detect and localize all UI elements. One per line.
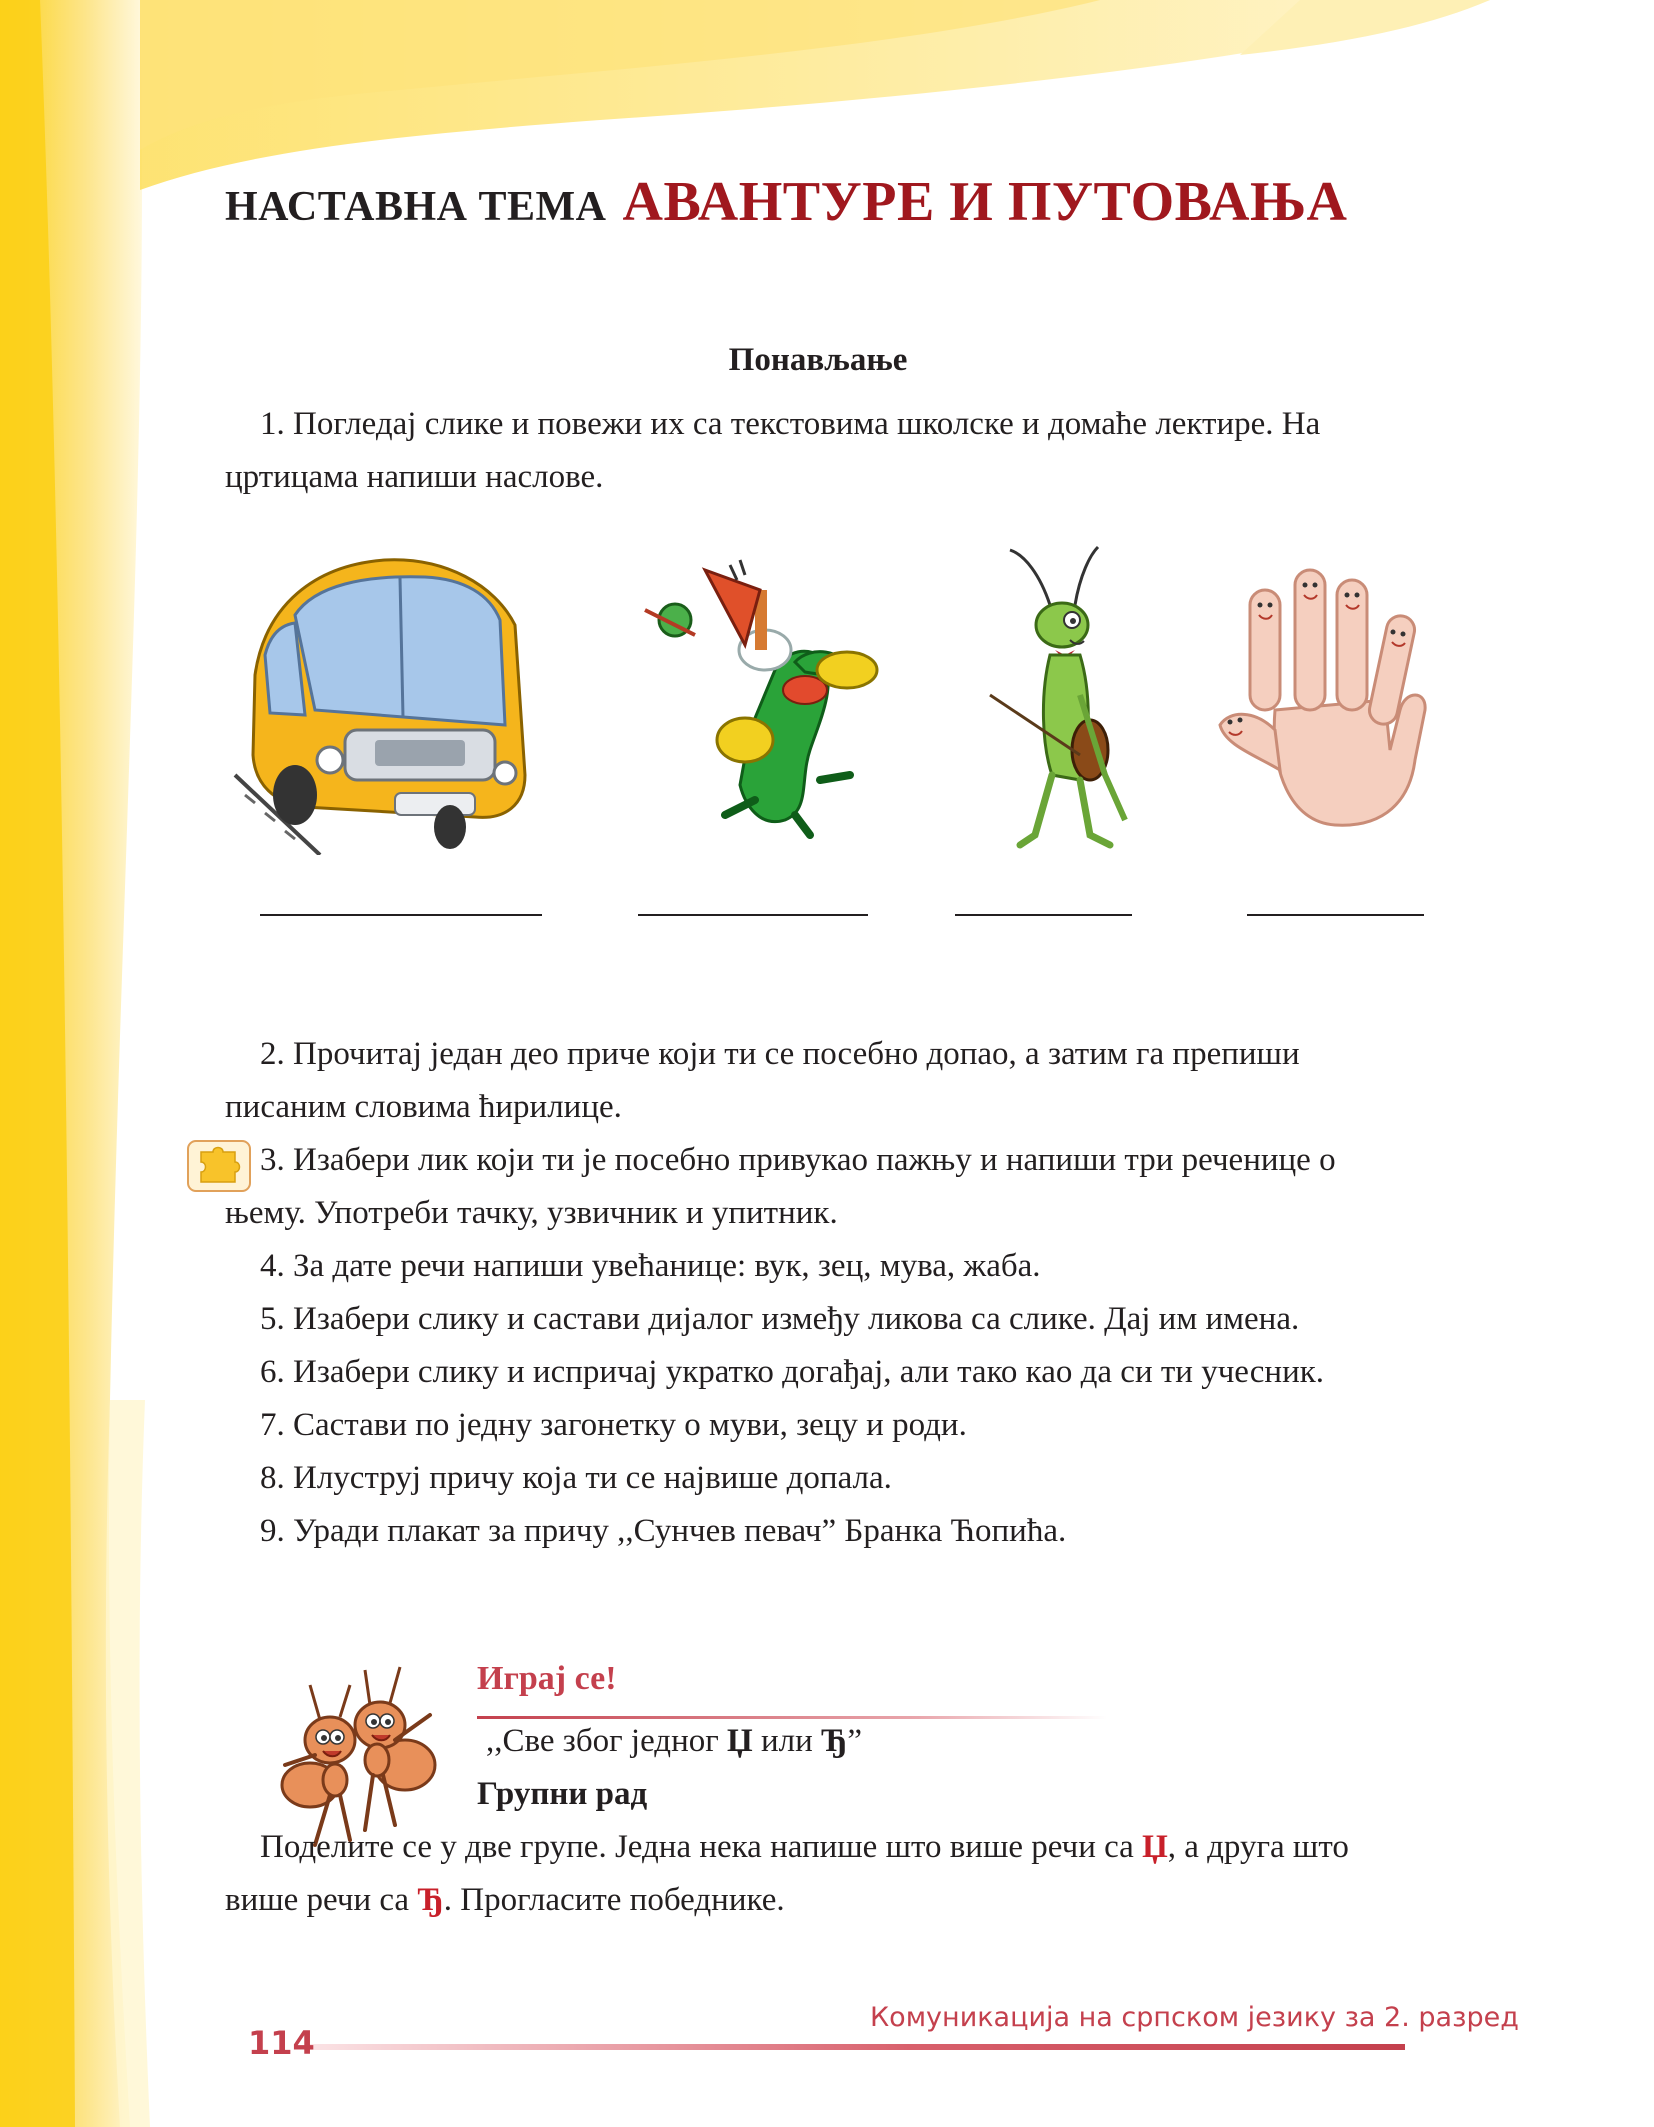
- play-title: Играј се!: [477, 1660, 617, 1697]
- task-line: 9. Уради плакат за причу ,,Сунчев певач” Бранка Ћопића.: [260, 1513, 1067, 1549]
- play-instructions: Поделите се у две групе. Једна нека напише што више речи са Џ, а друга што више речи са Ђ. Прогласите победнике.: [225, 1829, 1349, 1918]
- page-number: 114: [248, 2024, 315, 2062]
- answer-line-2[interactable]: [638, 914, 868, 916]
- task-1: [225, 398, 1425, 504]
- task-line: писаним словима ћирилице.: [225, 1089, 622, 1125]
- task-line: 2. Прочитај један део приче који ти се посебно допао, а затим га препиши: [260, 1036, 1300, 1072]
- task-line: 4. За дате речи напиши увећанице: вук, зец, мува, жаба.: [260, 1248, 1041, 1284]
- group-work-label: Групни рад: [477, 1776, 648, 1812]
- topic-header: [225, 170, 1348, 234]
- task-line: 8. Илуструј причу која ти се највише допала.: [260, 1460, 892, 1496]
- task-line: 3. Изабери лик који ти је посебно привукао пажњу и напиши три реченице о: [260, 1142, 1336, 1178]
- topic-label: НАСТАВНА ТЕМА: [225, 184, 607, 230]
- topic-title: АВАНТУРЕ И ПУТОВАЊА: [622, 171, 1348, 233]
- answer-line-3[interactable]: [955, 914, 1132, 916]
- grasshopper-violinist-illustration: [980, 545, 1150, 865]
- task-1-line-2: цртицама напиши наслове.: [225, 459, 604, 495]
- tasks-list: [225, 1028, 1435, 1558]
- task-line: њему. Употреби тачку, узвичник и упитник.: [225, 1195, 838, 1231]
- task-line: 7. Састави по једну загонетку о муви, зецу и роди.: [260, 1407, 967, 1443]
- book-title: Комуникација на српском језику за 2. разред: [870, 2002, 1519, 2033]
- answer-line-1[interactable]: [260, 914, 542, 916]
- footer-rule: [305, 2044, 1405, 2050]
- section-title: Понављање: [728, 342, 908, 378]
- hand-fingers-faces-illustration: [1215, 560, 1445, 830]
- answer-line-4[interactable]: [1247, 914, 1424, 916]
- task-1-line-1: 1. Погледај слике и повежи их са текстовима школске и домаће лектире. На: [260, 406, 1321, 442]
- task-line: 5. Изабери слику и састави дијалог између ликова са слике. Дај им имена.: [260, 1301, 1300, 1337]
- crocodile-band-illustration: [635, 550, 895, 840]
- task-line: 6. Изабери слику и испричај укратко догађај, али тако као да си ти учесник.: [260, 1354, 1325, 1390]
- play-subtitle: ,,Све због једног Џ или Ђ”: [486, 1723, 863, 1759]
- bus-illustration: [225, 545, 535, 855]
